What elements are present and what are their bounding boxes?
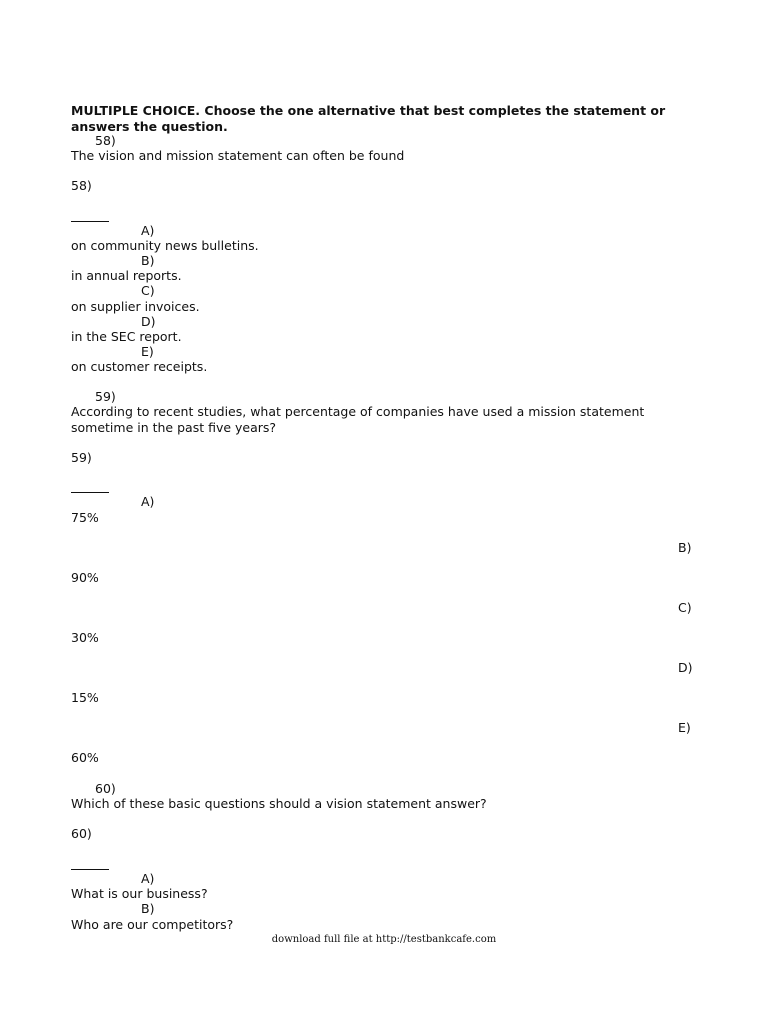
question-60-number-repeat: 60) bbox=[71, 826, 92, 841]
instructions-line-2: answers the question. bbox=[71, 119, 228, 134]
q58-choice-a-text: on community news bulletins. bbox=[71, 238, 259, 253]
q59-choice-c-text: 30% bbox=[71, 630, 99, 645]
q58-choice-c-text: on supplier invoices. bbox=[71, 299, 200, 314]
q60-choice-a-letter: A) bbox=[141, 871, 155, 886]
q58-choice-e-letter: E) bbox=[141, 344, 154, 359]
question-59-answer-blank bbox=[71, 492, 109, 493]
q59-choice-a-letter: A) bbox=[141, 494, 155, 509]
q60-choice-a-text: What is our business? bbox=[71, 886, 208, 901]
q58-choice-c-letter: C) bbox=[141, 283, 155, 298]
question-60-number: 60) bbox=[95, 781, 116, 796]
q59-choice-b-letter: B) bbox=[678, 540, 692, 555]
q59-choice-e-text: 60% bbox=[71, 750, 99, 765]
q58-choice-d-letter: D) bbox=[141, 314, 156, 329]
instructions-line-1: MULTIPLE CHOICE. Choose the one alternative that best completes the statement or bbox=[71, 103, 666, 118]
question-60-text: Which of these basic questions should a vision statement answer? bbox=[71, 796, 487, 811]
question-58-text: The vision and mission statement can often be found bbox=[71, 148, 405, 163]
question-59-number-repeat: 59) bbox=[71, 450, 92, 465]
question-59-text-line-1: According to recent studies, what percentage of companies have used a mission statement bbox=[71, 404, 645, 419]
question-60-answer-blank bbox=[71, 869, 109, 870]
q59-choice-c-letter: C) bbox=[678, 600, 692, 615]
q59-choice-b-text: 90% bbox=[71, 570, 99, 585]
q60-choice-b-letter: B) bbox=[141, 901, 155, 916]
question-59-number: 59) bbox=[95, 389, 116, 404]
download-footer-note: download full file at http://testbankcafe.com bbox=[271, 934, 497, 945]
q59-choice-e-letter: E) bbox=[678, 720, 691, 735]
q58-choice-a-letter: A) bbox=[141, 223, 155, 238]
q59-choice-a-text: 75% bbox=[71, 510, 99, 525]
question-58-answer-blank bbox=[71, 221, 109, 222]
q58-choice-b-text: in annual reports. bbox=[71, 268, 182, 283]
q58-choice-d-text: in the SEC report. bbox=[71, 329, 182, 344]
question-58-number-repeat: 58) bbox=[71, 178, 92, 193]
question-59-text-line-2: sometime in the past five years? bbox=[71, 420, 277, 435]
q59-choice-d-letter: D) bbox=[678, 660, 693, 675]
q59-choice-d-text: 15% bbox=[71, 690, 99, 705]
q58-choice-b-letter: B) bbox=[141, 253, 155, 268]
q60-choice-b-text: Who are our competitors? bbox=[71, 917, 234, 932]
question-58-number: 58) bbox=[95, 133, 116, 148]
q58-choice-e-text: on customer receipts. bbox=[71, 359, 208, 374]
